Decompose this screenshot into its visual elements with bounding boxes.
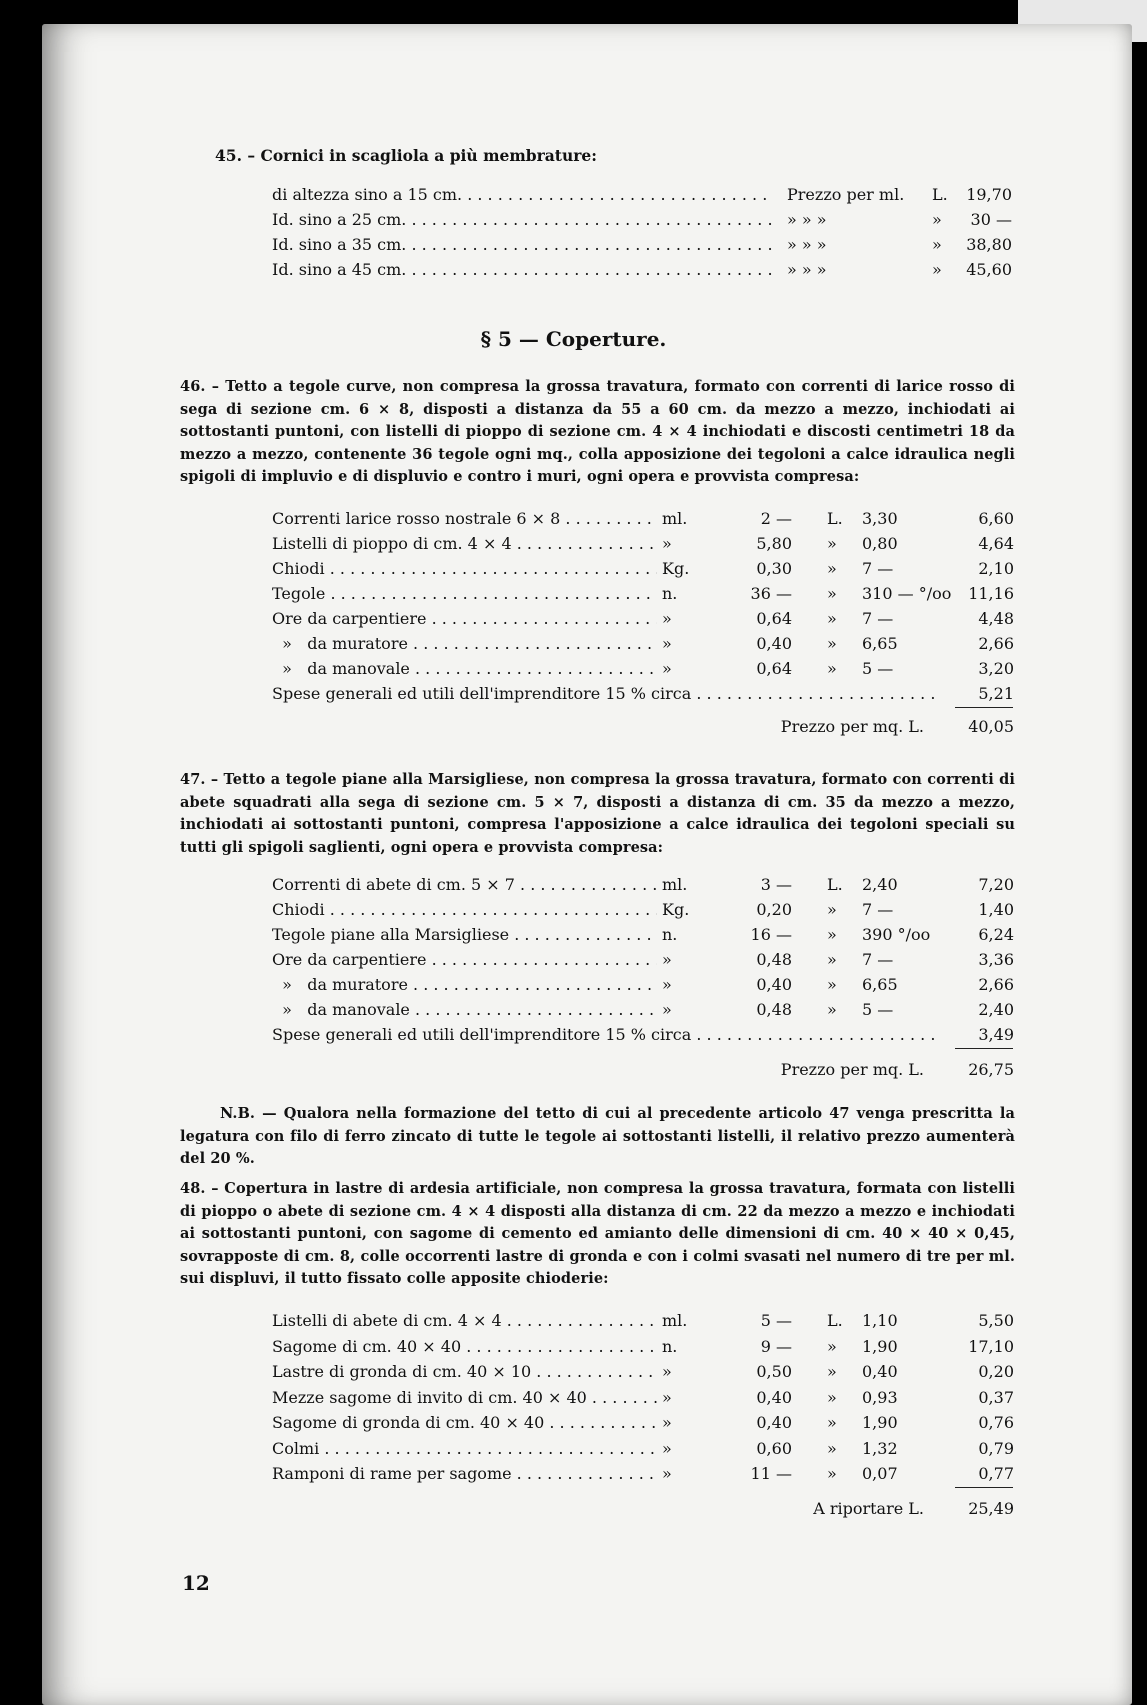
price-total: 40,05: [968, 717, 1014, 736]
item48-row: [272, 1336, 1014, 1358]
item46-row: [272, 608, 1014, 630]
row-qty: 0,64: [756, 609, 792, 628]
row-label: Ramponi di rame per sagome . . .: [272, 1463, 657, 1485]
row-label: Tegole piane alla Marsigliese . . .: [272, 924, 657, 946]
row-unit: »: [662, 1413, 672, 1432]
price-label: Prezzo per mq. L.: [780, 1060, 924, 1079]
item48-row: [272, 1310, 1014, 1332]
item47-row: [272, 999, 1014, 1021]
row-total: 5,50: [978, 1311, 1014, 1330]
row-unit: n.: [662, 925, 678, 944]
row-total: 3,36: [978, 950, 1014, 969]
nb-note: N.B. — Qualora nella formazione del tetto di cui al precedente articolo 47 venga prescritta la legatura con filo di ferro zincato di tutte le tegole ai sottostanti listelli, il relativo prezzo aumenterà del 20 %.: [180, 1105, 1015, 1167]
item46-text: 46. – Tetto a tegole curve, non compresa la grossa travatura, formato con correnti di larice rosso di sega di sezione cm. 6 × 8, disposti a distanza da 55 a 60 cm. da mezzo a mezzo, inchiodati ai sottostanti puntoni, con listelli di pioppo di sezione cm. 4 × 4 inchiodati e discosti centimetri 18 da mezzo a mezzo, contenente 36 tegole ogni mq., colla apposizione dei tegoloni a calce idraulica negli spigoli di impluvio e di displuvio e contro i muri, ogni opera e provvista compresa:: [180, 378, 1015, 485]
row-price: 38,80: [966, 235, 1012, 254]
row-currency: »: [827, 634, 837, 653]
row-total: 0,79: [978, 1438, 1014, 1458]
row-unit: Kg.: [662, 559, 690, 578]
item45-row: [272, 184, 1012, 206]
row-unit: Kg.: [662, 900, 690, 919]
row-total: 0,77: [978, 1464, 1014, 1483]
carry-total: 25,49: [968, 1499, 1014, 1518]
row-unit-price: 0,07: [862, 1464, 898, 1483]
item48-row: [272, 1387, 1014, 1409]
row-label: Ore da carpentiere . . .: [272, 949, 657, 971]
row-unit: »: [662, 634, 672, 653]
row-label: di altezza sino a 15 cm. . . .: [272, 184, 772, 206]
row-qty: 0,48: [756, 950, 792, 969]
price-total: 26,75: [968, 1060, 1014, 1079]
row-currency: »: [827, 1438, 837, 1458]
item45-row: [272, 259, 1012, 281]
row-unit-price: 6,65: [862, 634, 898, 653]
row-unit-price: 0,93: [862, 1387, 898, 1407]
row-unit: »: [662, 534, 672, 553]
item46-price-row: [272, 716, 1014, 738]
row-qty: 9 —: [760, 1336, 792, 1356]
row-qty: 0,40: [756, 634, 792, 653]
row-unit: »: [662, 1362, 672, 1381]
item47-row: [272, 899, 1014, 921]
item48-text: 48. – Copertura in lastre di ardesia artificiale, non compresa la grossa travatura, formata con listelli di pioppo o abete di sezione cm. 4 × 4 disposti alla distanza di cm. 22 da mezzo a mezzo e inchiodati ai sottostanti puntoni, con sagome di cemento ed amianto delle dimensioni di cm. 40 × 40 × 0,45, sovrapposte di cm. 8, colle occorrenti lastre di gronda e con i colmi svasati nel numero di tre per ml. sui displuvi, il tutto fissato colle apposite chioderie:: [180, 1180, 1015, 1287]
row-label: Listelli di pioppo di cm. 4 × 4 . . .: [272, 533, 657, 555]
item46-row: [272, 633, 1014, 655]
row-label: » da muratore . . .: [272, 633, 657, 655]
row-unit-price: 1,90: [862, 1413, 898, 1432]
row-unit: Prezzo per ml.: [787, 185, 905, 204]
row-label: Lastre di gronda di cm. 40 × 10 . . .: [272, 1361, 657, 1383]
row-total: 6,24: [978, 925, 1014, 944]
total-rule: [955, 1048, 1013, 1049]
overhead-label: Spese generali ed utili dell'imprenditore 15 % circa . . .: [272, 683, 937, 705]
row-currency: »: [827, 584, 837, 603]
row-total: 2,10: [978, 559, 1014, 578]
row-currency: »: [827, 1362, 837, 1381]
row-unit-price: 7 —: [862, 609, 894, 628]
row-unit: ml.: [662, 1311, 688, 1330]
row-total: 0,37: [978, 1387, 1014, 1407]
total-rule: [955, 707, 1013, 708]
row-unit: n.: [662, 584, 678, 603]
item46-row: [272, 658, 1014, 680]
row-total: 2,66: [978, 634, 1014, 653]
row-unit-price: 2,40: [862, 875, 898, 894]
row-qty: 2 —: [760, 509, 792, 528]
row-currency: »: [827, 950, 837, 969]
row-currency: »: [827, 925, 837, 944]
row-qty: 0,64: [756, 659, 792, 678]
row-currency: »: [827, 659, 837, 678]
row-currency: »: [827, 609, 837, 628]
row-total: 1,40: [978, 900, 1014, 919]
overhead-label: Spese generali ed utili dell'imprenditore 15 % circa . . .: [272, 1024, 937, 1046]
row-currency: »: [827, 1387, 837, 1407]
item47-row: [272, 874, 1014, 896]
row-currency: »: [827, 1413, 837, 1432]
row-unit: »: [662, 1464, 672, 1483]
row-unit: »: [662, 975, 672, 994]
row-qty: 0,30: [756, 559, 792, 578]
item45-row: [272, 234, 1012, 256]
row-unit-price: 6,65: [862, 975, 898, 994]
row-label: Colmi . . .: [272, 1438, 657, 1460]
page-number: 12: [182, 1571, 210, 1595]
item48-row: [272, 1412, 1014, 1434]
row-price: 45,60: [966, 260, 1012, 279]
row-currency: L.: [827, 509, 843, 528]
item46-overhead-row: [272, 683, 1014, 705]
row-label: Chiodi . . .: [272, 558, 657, 580]
row-price: 30 —: [970, 210, 1012, 229]
section-heading: § 5 — Coperture.: [480, 327, 667, 351]
row-qty: 0,20: [756, 900, 792, 919]
item45-row: [272, 209, 1012, 231]
row-currency: »: [827, 1000, 837, 1019]
row-label: » da muratore . . .: [272, 974, 657, 996]
row-unit-price: 7 —: [862, 559, 894, 578]
carry-label: A riportare L.: [813, 1499, 924, 1518]
row-unit-price: 1,32: [862, 1438, 898, 1458]
row-unit: »: [662, 659, 672, 678]
row-total: 2,66: [978, 975, 1014, 994]
row-currency: »: [932, 210, 942, 229]
row-label: Chiodi . . .: [272, 899, 657, 921]
row-unit: »: [662, 1387, 672, 1407]
row-currency: »: [827, 1336, 837, 1356]
row-currency: L.: [827, 875, 843, 894]
row-currency: »: [827, 534, 837, 553]
row-label: Id. sino a 45 cm. . . .: [272, 259, 772, 281]
row-total: 4,48: [978, 609, 1014, 628]
item48-row: [272, 1361, 1014, 1383]
row-currency: »: [827, 559, 837, 578]
row-qty: 0,40: [756, 1387, 792, 1407]
row-currency: »: [932, 260, 942, 279]
row-qty: 16 —: [750, 925, 792, 944]
row-label: Ore da carpentiere . . .: [272, 608, 657, 630]
total-rule: [955, 1487, 1013, 1488]
row-total: 0,76: [978, 1413, 1014, 1432]
row-unit: »: [662, 1438, 672, 1458]
item46-row: [272, 508, 1014, 530]
row-currency: »: [827, 975, 837, 994]
row-unit: »: [662, 609, 672, 628]
item47-row: [272, 924, 1014, 946]
row-label: Sagome di cm. 40 × 40 . . .: [272, 1336, 657, 1358]
row-unit: n.: [662, 1336, 678, 1356]
row-unit-price: 1,90: [862, 1336, 898, 1356]
row-label: Mezze sagome di invito di cm. 40 × 40 . . .: [272, 1387, 657, 1409]
row-total: 7,20: [978, 875, 1014, 894]
row-total: 17,10: [968, 1336, 1014, 1356]
row-total: 6,60: [978, 509, 1014, 528]
row-total: 11,16: [968, 584, 1014, 603]
row-label: » da manovale . . .: [272, 999, 657, 1021]
row-currency: »: [827, 1464, 837, 1483]
row-label: » da manovale . . .: [272, 658, 657, 680]
item47-overhead-row: [272, 1024, 1014, 1046]
row-unit-price: 0,40: [862, 1362, 898, 1381]
row-total: 3,20: [978, 659, 1014, 678]
row-unit: » » »: [787, 260, 827, 279]
overhead-total: 5,21: [978, 684, 1014, 703]
row-qty: 5 —: [760, 1311, 792, 1330]
row-unit: » » »: [787, 235, 827, 254]
row-unit: » » »: [787, 210, 827, 229]
row-unit-price: 5 —: [862, 659, 894, 678]
row-qty: 0,40: [756, 1413, 792, 1432]
row-qty: 0,40: [756, 975, 792, 994]
item46-row: [272, 533, 1014, 555]
price-label: Prezzo per mq. L.: [780, 717, 924, 736]
row-label: Id. sino a 35 cm. . . .: [272, 234, 772, 256]
row-unit-price: 390 °/oo: [862, 925, 931, 944]
row-unit-price: 1,10: [862, 1311, 898, 1330]
overhead-total: 3,49: [978, 1025, 1014, 1044]
item48-row: [272, 1438, 1014, 1460]
row-qty: 3 —: [760, 875, 792, 894]
row-total: 4,64: [978, 534, 1014, 553]
row-label: Id. sino a 25 cm. . . .: [272, 209, 772, 231]
item45-title: 45. – Cornici in scagliola a più membrature:: [215, 146, 597, 165]
row-unit-price: 7 —: [862, 900, 894, 919]
row-qty: 11 —: [750, 1464, 792, 1483]
row-unit-price: 5 —: [862, 1000, 894, 1019]
item47-price-row: [272, 1059, 1014, 1081]
row-qty: 0,60: [756, 1438, 792, 1458]
row-qty: 0,50: [756, 1362, 792, 1381]
row-unit: »: [662, 1000, 672, 1019]
row-unit: »: [662, 950, 672, 969]
item47-row: [272, 974, 1014, 996]
row-total: 2,40: [978, 1000, 1014, 1019]
row-unit: ml.: [662, 509, 688, 528]
row-total: 0,20: [978, 1362, 1014, 1381]
row-qty: 5,80: [756, 534, 792, 553]
row-qty: 0,48: [756, 1000, 792, 1019]
row-unit-price: 3,30: [862, 509, 898, 528]
item47-text: 47. – Tetto a tegole piane alla Marsigliese, non compresa la grossa travatura, formato con correnti di abete squadrati alla sega di sezione cm. 5 × 7, disposti a distanza di cm. 35 da mezzo a mezzo, inchiodati ai sottostanti puntoni, compresa l'apposizione a calce idraulica dei tegoloni speciali su tutti gli spigoli saglienti, ogni opera e provvista compresa:: [180, 771, 1015, 856]
row-label: Correnti larice rosso nostrale 6 × 8 . . .: [272, 508, 657, 530]
row-label: Tegole . . .: [272, 583, 657, 605]
item48-carry-row: [272, 1498, 1014, 1520]
item46-row: [272, 558, 1014, 580]
row-label: Correnti di abete di cm. 5 × 7 . . .: [272, 874, 657, 896]
item47-row: [272, 949, 1014, 971]
row-price: 19,70: [966, 185, 1012, 204]
item46-row: [272, 583, 1014, 605]
item48-row: [272, 1463, 1014, 1485]
row-currency: L.: [932, 185, 948, 204]
row-unit-price: 310 — °/oo: [862, 584, 952, 603]
row-currency: »: [932, 235, 942, 254]
row-unit-price: 0,80: [862, 534, 898, 553]
row-currency: »: [827, 900, 837, 919]
row-label: Listelli di abete di cm. 4 × 4 . . .: [272, 1310, 657, 1332]
row-unit: ml.: [662, 875, 688, 894]
row-unit-price: 7 —: [862, 950, 894, 969]
row-qty: 36 —: [750, 584, 792, 603]
row-currency: L.: [827, 1311, 843, 1330]
row-label: Sagome di gronda di cm. 40 × 40 . . .: [272, 1412, 657, 1434]
